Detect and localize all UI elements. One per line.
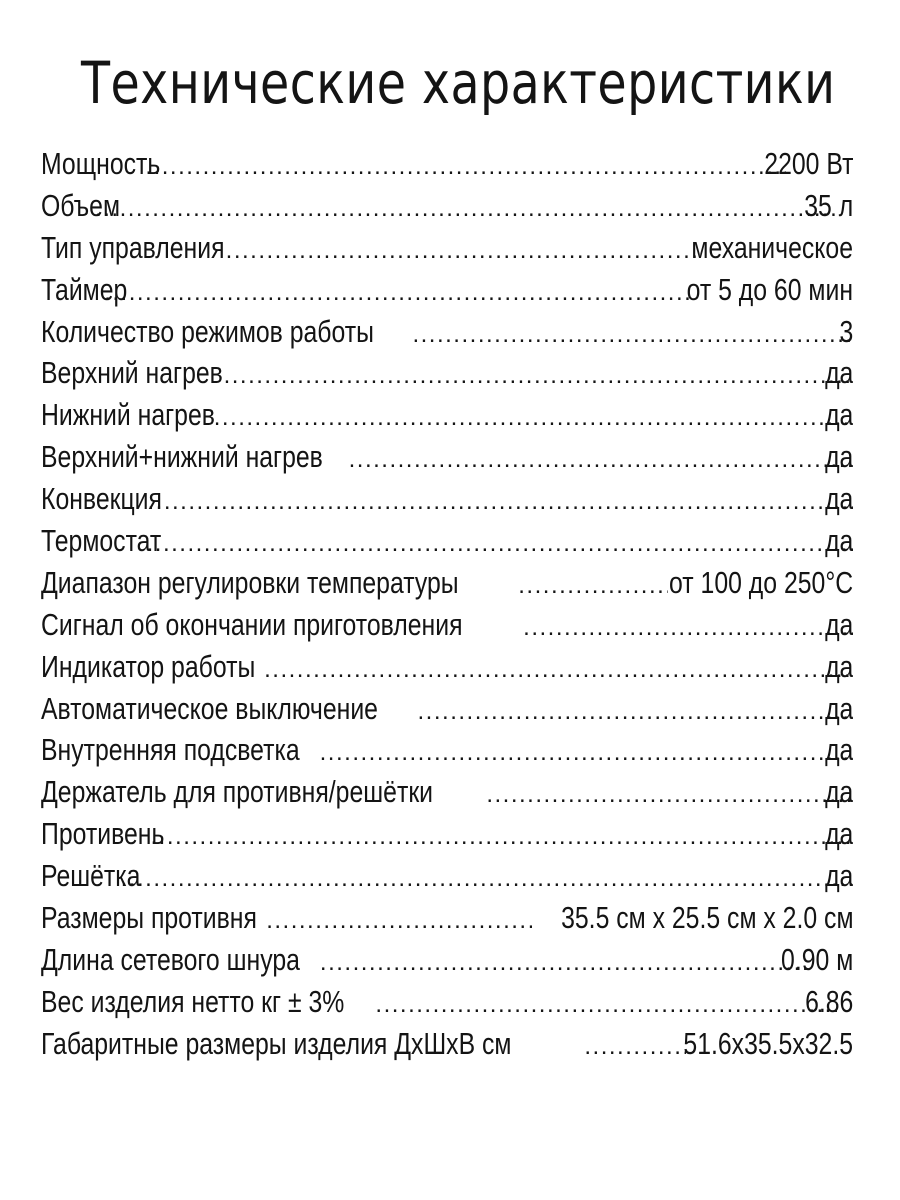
dot-leader	[151, 823, 853, 851]
spec-row	[41, 607, 853, 649]
spec-value: да	[824, 690, 853, 726]
spec-row	[41, 942, 853, 984]
spec-row	[41, 984, 853, 1026]
dot-leader	[412, 321, 853, 349]
dot-leader	[147, 530, 853, 558]
spec-row	[41, 272, 853, 314]
spec-label: Верхний нагрев	[41, 355, 223, 391]
spec-row	[41, 481, 853, 523]
spec-row	[41, 816, 853, 858]
spec-value: от 100 до 250°С	[668, 564, 853, 600]
dot-leader	[375, 991, 837, 1019]
spec-value: да	[824, 858, 853, 894]
spec-value: 0.90 м	[780, 941, 853, 977]
dot-leader	[320, 739, 853, 767]
spec-value: 51.6х35.5х32.5	[683, 1025, 853, 1061]
spec-value: да	[824, 355, 853, 391]
spec-label: Верхний+нижний нагрев	[41, 439, 323, 475]
dot-leader	[349, 446, 853, 474]
spec-label: Внутренняя подсветка	[41, 732, 300, 768]
spec-row	[41, 397, 853, 439]
spec-label: Противень	[41, 816, 165, 852]
spec-row	[41, 774, 853, 816]
dot-leader	[226, 237, 696, 265]
spec-value: да	[824, 439, 853, 475]
dot-leader	[523, 614, 853, 642]
spec-value: да	[824, 397, 853, 433]
spec-value: да	[824, 523, 853, 559]
spec-label: Диапазон регулировки температуры	[41, 564, 459, 600]
dot-leader	[214, 404, 853, 432]
dot-leader	[486, 781, 853, 809]
spec-label: Сигнал об окончании приготовления	[41, 606, 463, 642]
dot-leader	[104, 279, 690, 307]
spec-row	[41, 523, 853, 565]
spec-label: Тип управления	[41, 229, 225, 265]
spec-row	[41, 355, 853, 397]
spec-label: Индикатор работы	[41, 648, 256, 684]
spec-value: 6.86	[804, 983, 853, 1019]
spec-label: Нижний нагрев	[41, 397, 215, 433]
dot-leader	[266, 907, 532, 935]
spec-label: Держатель для противня/решётки	[41, 774, 434, 810]
spec-row	[41, 565, 853, 607]
spec-value: да	[824, 816, 853, 852]
spec-row	[41, 188, 853, 230]
spec-label: Автоматическое выключение	[41, 690, 378, 726]
spec-row	[41, 439, 853, 481]
spec-label: Объем	[41, 187, 121, 223]
spec-row	[41, 314, 853, 356]
spec-label: Количество режимов работы	[41, 313, 374, 349]
spec-value: да	[824, 648, 853, 684]
spec-value: механическое	[691, 229, 853, 265]
spec-label: Габаритные размеры изделия ДхШхВ см	[41, 1025, 512, 1061]
specifications-list	[41, 146, 853, 1068]
spec-row	[41, 900, 853, 942]
dot-leader	[518, 572, 667, 600]
dot-leader	[121, 865, 853, 893]
dot-leader	[145, 153, 786, 181]
spec-label: Длина сетевого шнура	[41, 941, 300, 977]
spec-value: да	[824, 606, 853, 642]
spec-row	[41, 1026, 853, 1068]
spec-row	[41, 691, 853, 733]
spec-value: 3	[839, 313, 853, 349]
spec-row	[41, 146, 853, 188]
spec-value: 35 л	[804, 187, 853, 223]
spec-label: Термостат	[41, 523, 162, 559]
dot-leader	[95, 195, 836, 223]
spec-label: Конвекция	[41, 481, 162, 517]
spec-label: Таймер	[41, 271, 128, 307]
dot-leader	[264, 656, 853, 684]
spec-value: да	[824, 481, 853, 517]
spec-row	[41, 230, 853, 272]
spec-label: Мощность	[41, 146, 161, 181]
spec-value: от 5 до 60 мин	[686, 271, 853, 307]
dot-leader	[224, 362, 853, 390]
dot-leader	[418, 698, 853, 726]
page-title: Технические характеристики	[81, 49, 836, 117]
spec-label: Размеры противня	[41, 900, 257, 936]
spec-value: да	[824, 732, 853, 768]
spec-value: да	[824, 774, 853, 810]
spec-row	[41, 858, 853, 900]
spec-row	[41, 732, 853, 774]
dot-leader	[147, 488, 853, 516]
spec-value: 2200 Вт	[763, 146, 853, 181]
dot-leader	[584, 1033, 685, 1061]
dot-leader	[320, 949, 808, 977]
spec-label: Решётка	[41, 858, 141, 894]
spec-value: 35.5 см х 25.5 см х 2.0 см	[560, 900, 853, 936]
spec-label: Вес изделия нетто кг ± 3%	[41, 983, 345, 1019]
spec-row	[41, 649, 853, 691]
